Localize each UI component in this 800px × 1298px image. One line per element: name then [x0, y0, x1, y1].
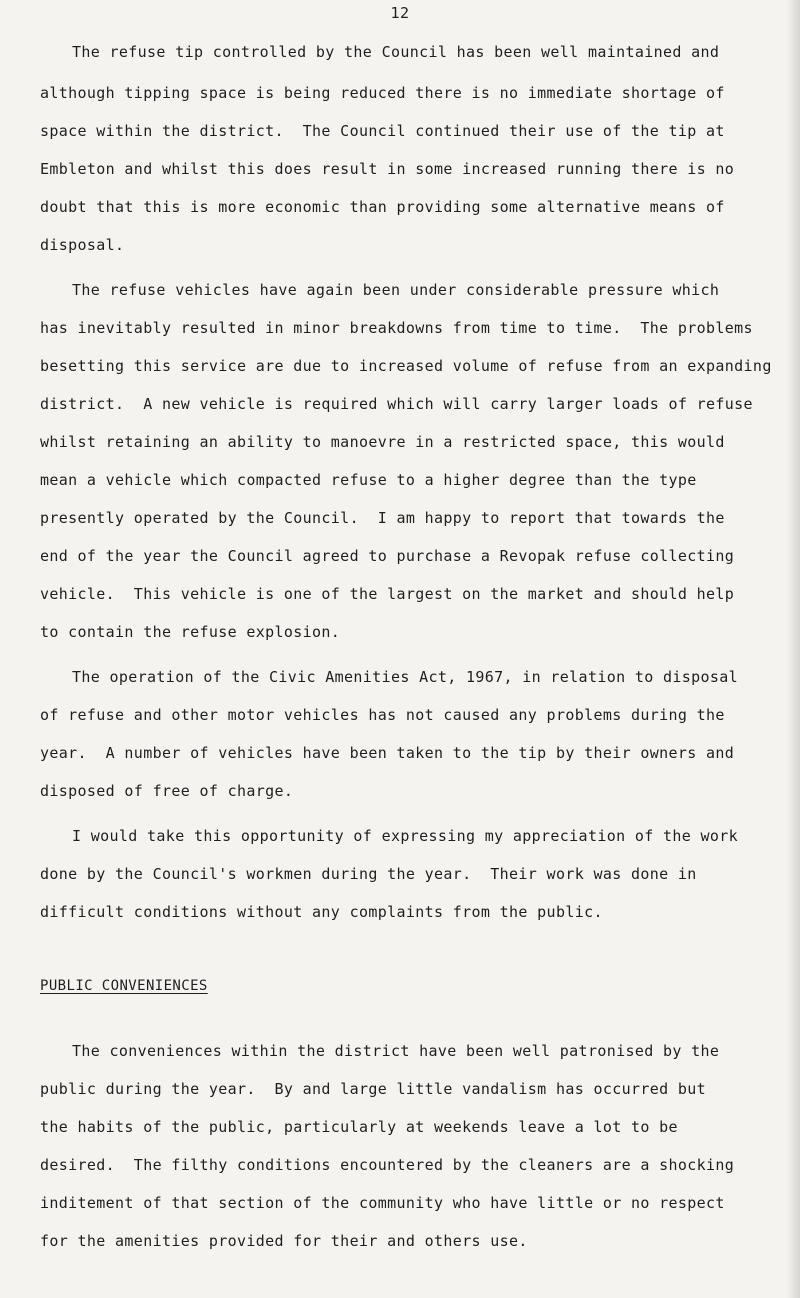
text-line: has inevitably resulted in minor breakdowns from time to time. The problems — [40, 319, 753, 337]
text-line: whilst retaining an ability to manoevre in a restricted space, this would — [40, 433, 725, 451]
page-edge-shadow — [786, 0, 800, 1298]
text-line: of refuse and other motor vehicles has not caused any problems during the — [40, 706, 725, 724]
text-line: public during the year. By and large little vandalism has occurred but — [40, 1080, 707, 1098]
text-line: The conveniences within the district have been well patronised by the — [72, 1042, 720, 1060]
text-line: done by the Council's workmen during the year. Their work was done in — [40, 865, 697, 883]
text-line: Embleton and whilst this does result in some increased running there is no — [40, 160, 735, 178]
text-line: I would take this opportunity of expressing my appreciation of the work — [72, 827, 739, 845]
text-line: besetting this service are due to increased volume of refuse from an expanding — [40, 357, 772, 375]
text-line: for the amenities provided for their and others use. — [40, 1232, 528, 1250]
section-heading-public-conveniences: PUBLIC CONVENIENCES — [40, 978, 208, 994]
text-line: end of the year the Council agreed to purchase a Revopak refuse collecting — [40, 547, 735, 565]
text-line: inditement of that section of the community who have little or no respect — [40, 1194, 725, 1212]
text-line: the habits of the public, particularly at weekends leave a lot to be — [40, 1118, 678, 1136]
text-line: desired. The filthy conditions encountered by the cleaners are a shocking — [40, 1156, 735, 1174]
text-line: space within the district. The Council continued their use of the tip at — [40, 122, 725, 140]
text-line: disposal. — [40, 236, 125, 254]
text-line: presently operated by the Council. I am happy to report that towards the — [40, 509, 725, 527]
text-line: doubt that this is more economic than providing some alternative means of — [40, 198, 725, 216]
text-line: to contain the refuse explosion. — [40, 623, 341, 641]
text-line: district. A new vehicle is required which will carry larger loads of refuse — [40, 395, 753, 413]
text-line: vehicle. This vehicle is one of the largest on the market and should help — [40, 585, 735, 603]
text-line: mean a vehicle which compacted refuse to a higher degree than the type — [40, 471, 697, 489]
text-line: year. A number of vehicles have been taken to the tip by their owners and — [40, 744, 735, 762]
text-line: disposed of free of charge. — [40, 782, 294, 800]
text-line: although tipping space is being reduced there is no immediate shortage of — [40, 84, 725, 102]
text-line: difficult conditions without any complaints from the public. — [40, 903, 603, 921]
text-line: The operation of the Civic Amenities Act, 1967, in relation to disposal — [72, 668, 739, 686]
page-number: 12 — [390, 4, 410, 22]
text-line: The refuse tip controlled by the Council has been well maintained and — [72, 43, 720, 61]
text-line: The refuse vehicles have again been under considerable pressure which — [72, 281, 720, 299]
